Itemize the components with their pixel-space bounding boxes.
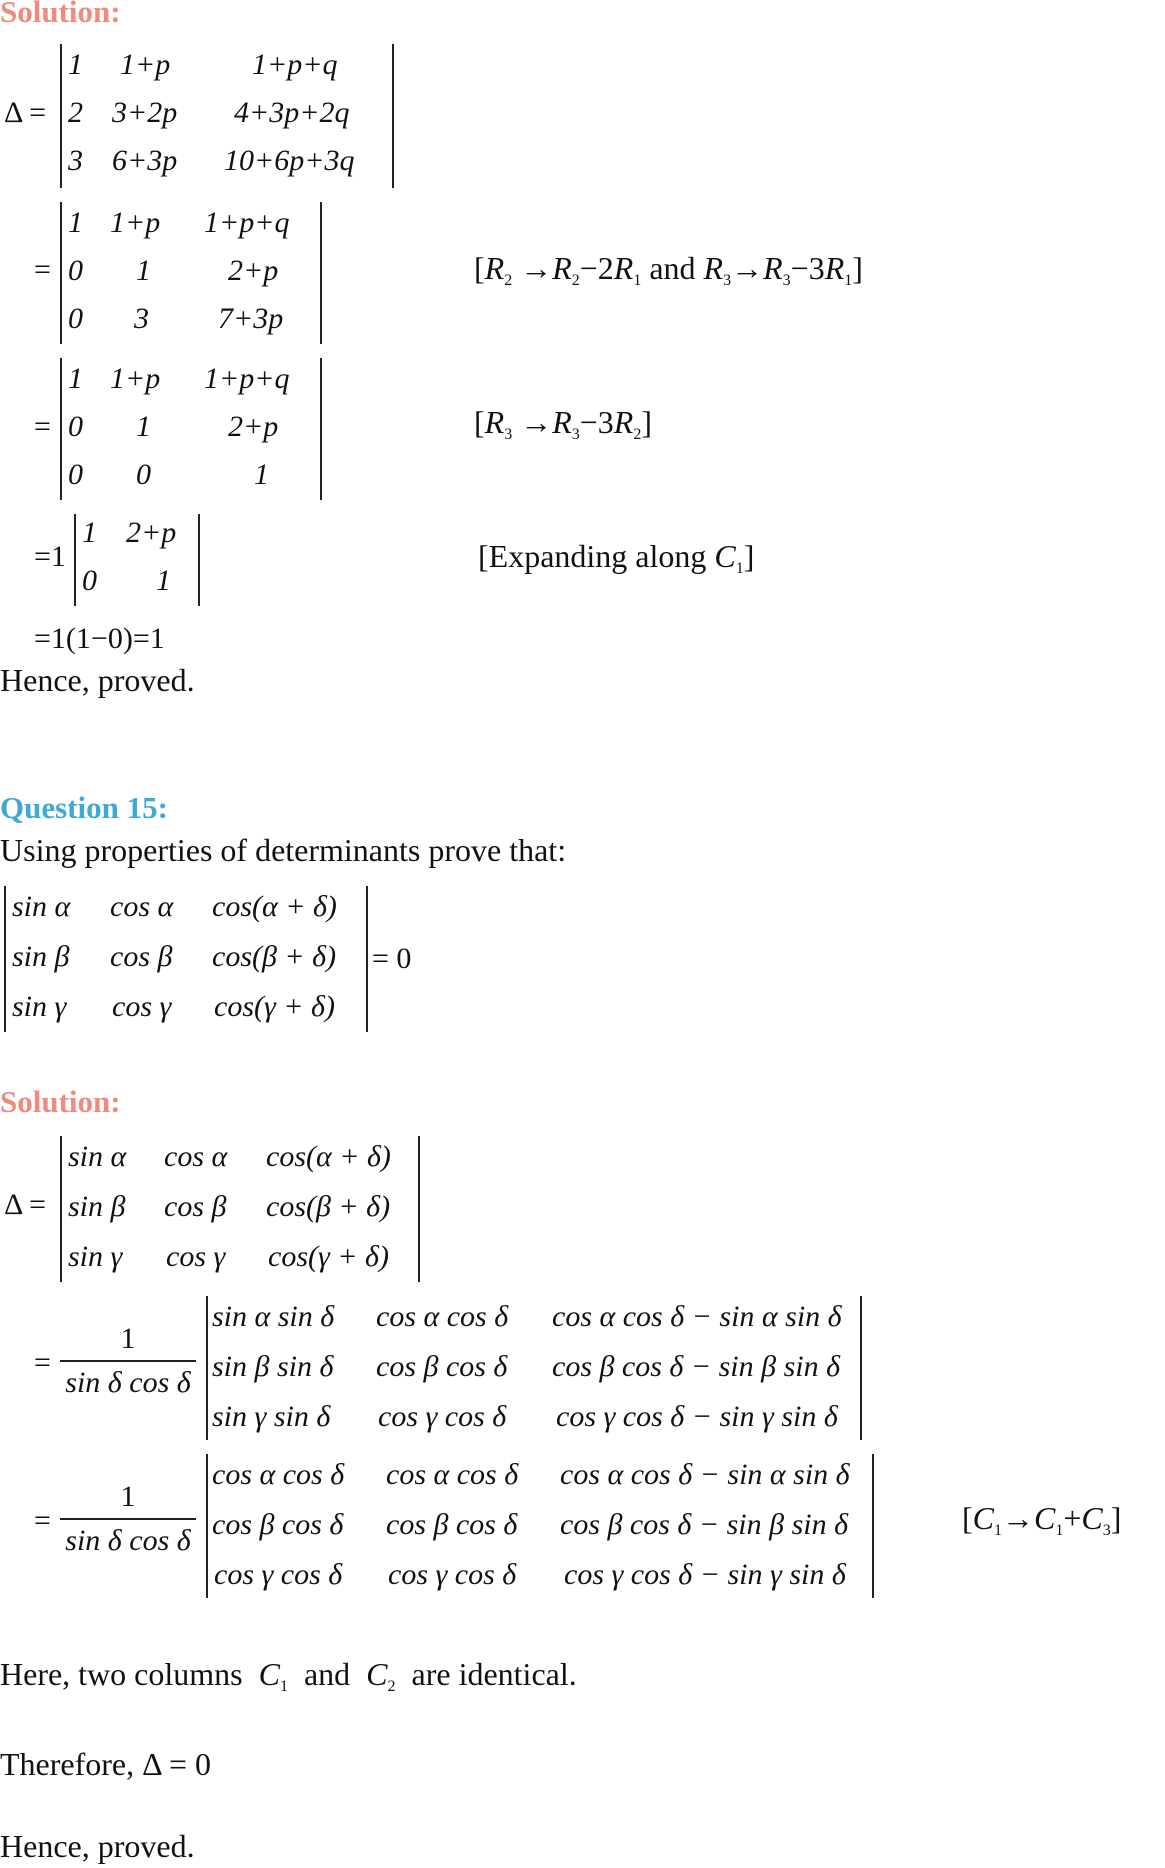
det-cell: sin α sin δ [212,1300,335,1333]
solution-heading: Solution: [0,1084,121,1119]
det-cell: 2+p [228,254,279,287]
det-cell: cos(α + δ) [266,1140,391,1173]
determinant-3 [60,358,322,500]
det-cell: cos γ [166,1240,226,1273]
det-cell: cos γ cos δ [214,1558,343,1591]
det-cell: sin β sin δ [212,1350,334,1383]
delta-label: Δ = [4,1188,47,1221]
equals-zero: = 0 [372,942,412,975]
delta-label: Δ = [4,96,47,129]
det-cell: cos γ cos δ [378,1400,507,1433]
fraction-numerator: 1 [120,1322,136,1355]
det-cell: 7+3p [218,302,284,335]
row-operation-note: [$R_2 \to R_2-2R_1$ and $R_3\to R_3-3R_1$] [474,250,863,289]
det-cell: cos β cos δ [376,1350,508,1383]
det-cell: 2 [68,96,83,129]
fraction [60,1322,196,1400]
det-cell: 2+p [228,410,279,443]
det-cell: cos γ cos δ − sin γ sin δ [564,1558,846,1591]
det-cell: 1 [136,254,151,287]
det-cell: cos β cos δ − sin β sin δ [552,1350,841,1383]
question-heading: Question 15: [0,790,168,825]
determinant-4 [74,514,200,606]
det-cell: cos β cos δ − sin β sin δ [560,1508,849,1541]
det-cell: cos γ cos δ [388,1558,517,1591]
det-cell: 0 [68,254,83,287]
det-cell: 1+p+q [204,206,290,239]
det-cell: 1+p [110,206,161,239]
therefore-text: Therefore, Δ = 0 [0,1746,211,1782]
det-cell: 4+3p+2q [234,96,350,129]
row-operation-note: $[R_3 \to R_3-3R_2]$ [474,404,652,443]
det-cell: 1+p+q [252,48,338,81]
det-cell: 1 [68,206,83,239]
det-cell: cos α cos δ [212,1458,345,1491]
fraction-numerator: 1 [120,1480,136,1513]
det-cell: cos α [110,890,174,923]
det-cell: cos(β + δ) [266,1190,391,1223]
det-cell: cos β cos δ [212,1508,344,1541]
equals-sign: = [34,1346,51,1379]
det-cell: 1 [82,516,97,549]
det-cell: cos(α + δ) [212,890,337,923]
final-equation: =1(1−0)=1 [34,622,165,655]
det-cell: 1 [68,48,83,81]
det-cell: 10+6p+3q [224,144,355,177]
det-cell: 3+2p [112,96,178,129]
det-cell: 1 [156,564,171,597]
det-cell: 1 [254,458,269,491]
det-cell: 0 [68,302,83,335]
conclusion-text: Hence, proved. [0,662,195,698]
det-cell: 1 [68,362,83,395]
det-cell: 1+p [110,362,161,395]
question-prompt: Using properties of determinants prove that: [0,832,567,868]
det-cell: cos α cos δ − sin α sin δ [560,1458,850,1491]
conclusion-text: Hence, proved. [0,1828,195,1864]
question-determinant [4,886,368,1032]
det-cell: 1 [136,410,151,443]
det-cell: cos β cos δ [386,1508,518,1541]
det-cell: cos β [110,940,173,973]
det-cell: cos γ [112,990,172,1023]
det-cell: 2+p [126,516,177,549]
det-cell: cos γ cos δ − sin γ sin δ [556,1400,838,1433]
det-cell: 0 [82,564,97,597]
determinant-2 [60,202,322,344]
det-cell: 3 [68,144,83,177]
det-cell: sin γ sin δ [212,1400,331,1433]
det-cell: cos(β + δ) [212,940,337,973]
det-cell: 0 [68,458,83,491]
det-cell: cos β [164,1190,227,1223]
det-cell: cos α [164,1140,228,1173]
det-cell: 3 [134,302,149,335]
equals-sign: = [34,253,51,286]
fraction-denominator: sin δ cos δ [60,1518,196,1558]
column-operation-note: $[C_1\to C_1+C_3]$ [962,1500,1122,1539]
identical-columns-text: Here, two columns $C_1$ and $C_2$ are identical. [0,1656,577,1695]
det-cell: sin α [68,1140,127,1173]
det-cell: 0 [136,458,151,491]
equals-sign: = [34,410,51,443]
det-cell: 0 [68,410,83,443]
fraction [60,1480,196,1558]
det-cell: sin β [68,1190,126,1223]
det-cell: cos(γ + δ) [268,1240,389,1273]
det-cell: sin β [12,940,70,973]
solution-heading: Solution: [0,0,121,29]
det-cell: sin γ [68,1240,123,1273]
determinant-2 [206,1296,862,1440]
fraction-denominator: sin δ cos δ [60,1360,196,1400]
det-cell: sin γ [12,990,67,1023]
determinant-3 [206,1454,874,1598]
det-cell: cos α cos δ [386,1458,519,1491]
det-cell: 6+3p [112,144,178,177]
equals-one: =1 [34,540,66,573]
det-cell: cos α cos δ [376,1300,509,1333]
expansion-note: [Expanding along $C_1$] [478,538,755,577]
det-cell: 1+p [120,48,171,81]
determinant-1 [60,1136,420,1282]
det-cell: sin α [12,890,71,923]
equals-sign: = [34,1504,51,1537]
det-cell: cos(γ + δ) [214,990,335,1023]
determinant-1 [60,44,394,188]
det-cell: 1+p+q [204,362,290,395]
det-cell: cos α cos δ − sin α sin δ [552,1300,842,1333]
